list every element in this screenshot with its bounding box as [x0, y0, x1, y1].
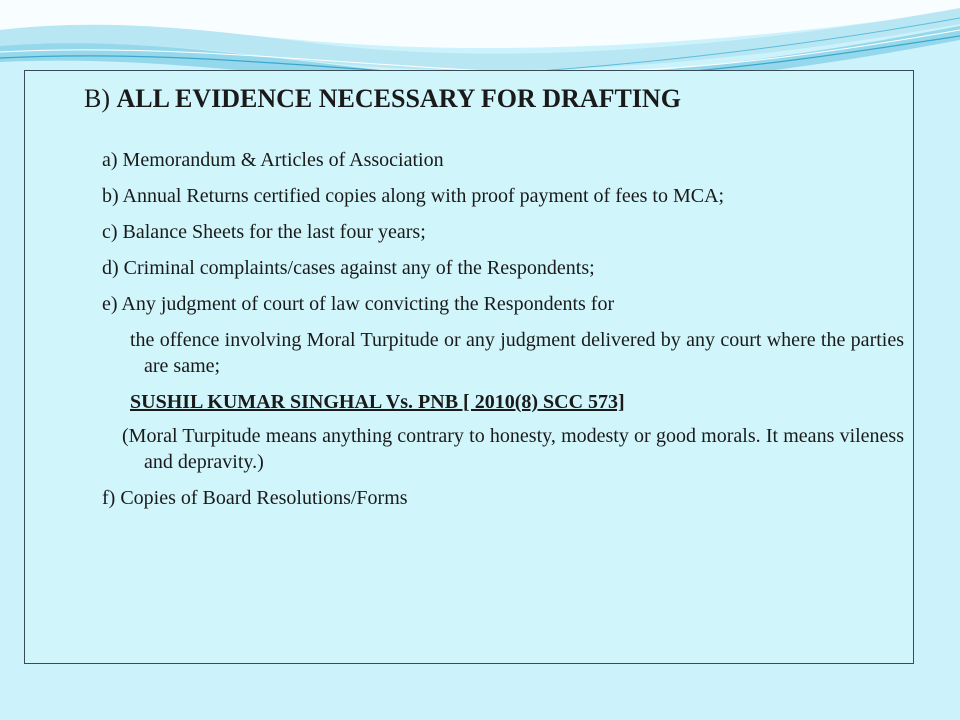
- definition-note: (Moral Turpitude means anything contrary to honesty, modesty or good morals. It means vileness and depravity.): [122, 425, 904, 473]
- list-item: e) Any judgment of court of law convicting the Respondents for: [102, 293, 615, 315]
- list-item: f) Copies of Board Resolutions/Forms: [102, 487, 408, 509]
- list-item-continuation: the offence involving Moral Turpitude or any judgment delivered by any court where the parties are same;: [130, 329, 904, 377]
- evidence-list: [102, 147, 904, 521]
- list-item: d) Criminal complaints/cases against any of the Respondents;: [102, 257, 595, 279]
- list-item: b) Annual Returns certified copies along with proof payment of fees to MCA;: [102, 185, 725, 207]
- case-citation: SUSHIL KUMAR SINGHAL Vs. PNB [ 2010(8) SCC 573]: [130, 391, 625, 413]
- title-lead: B): [84, 84, 110, 113]
- list-item: c) Balance Sheets for the last four years;: [102, 221, 426, 243]
- title-main: ALL EVIDENCE NECESSARY FOR DRAFTING: [116, 84, 681, 113]
- slide-title: [84, 84, 904, 114]
- list-item: a) Memorandum & Articles of Association: [102, 149, 444, 171]
